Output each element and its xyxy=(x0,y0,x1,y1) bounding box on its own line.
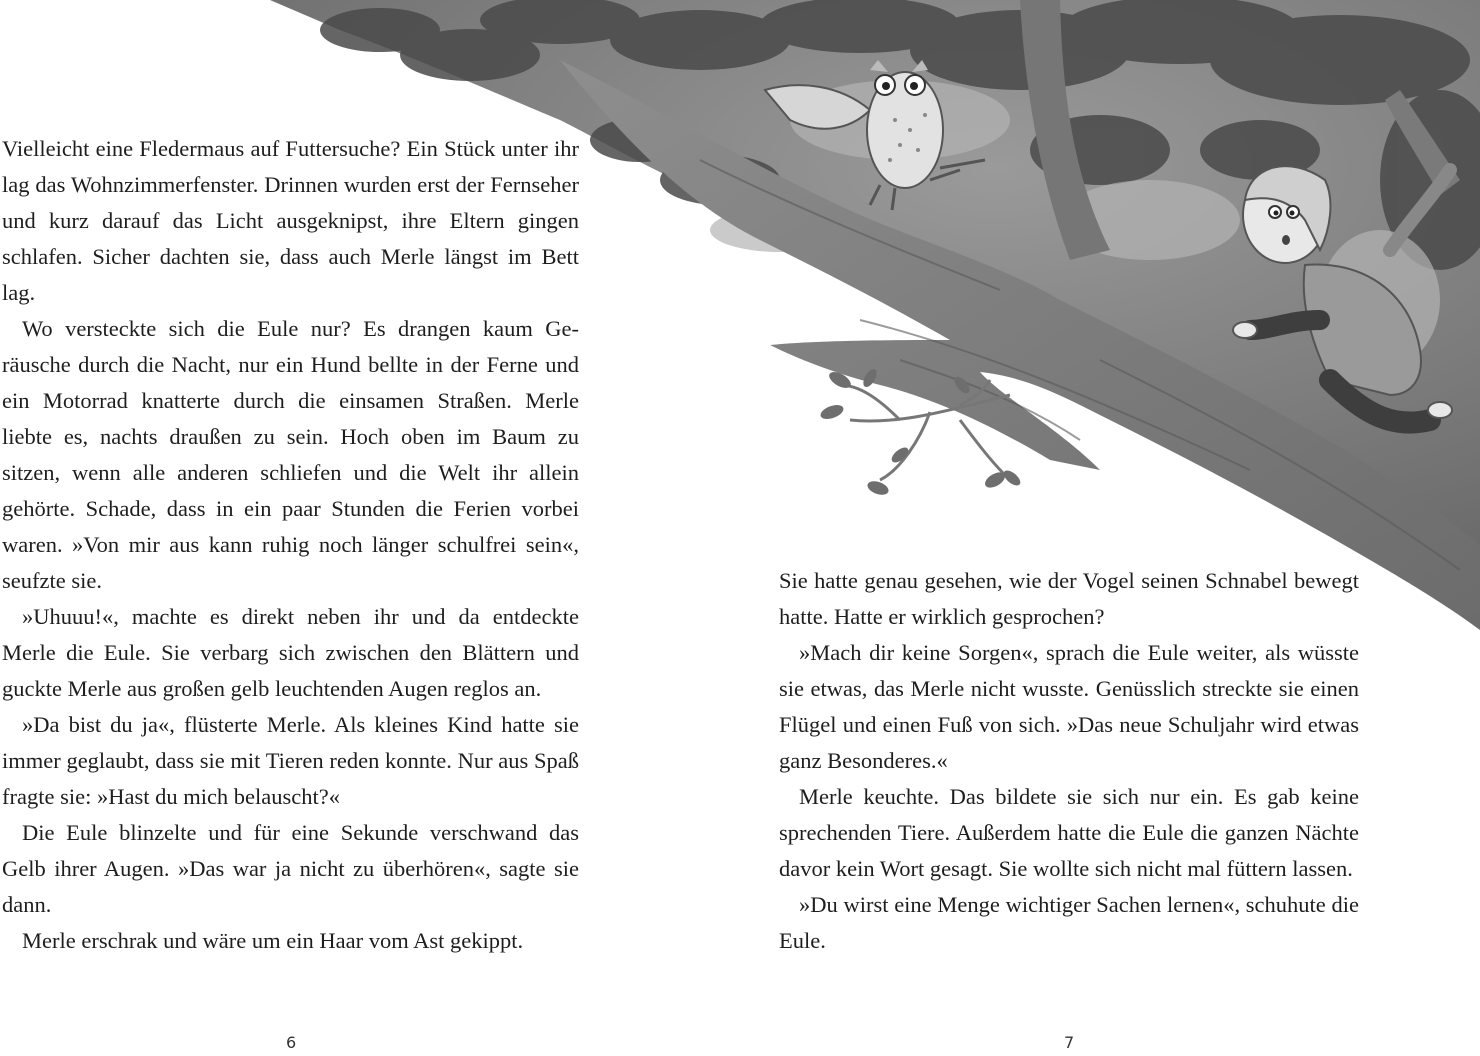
paragraph: »Mach dir keine Sorgen«, sprach die Eule weiter, als wüsste sie etwas, das Merle nicht wusste. Genüsslich streckte sie einen Flügel und einen Fuß von sich. »Das neue Schuljahr wird etwas ganz Besonderes.« xyxy=(779,640,1359,773)
right-page-text xyxy=(779,563,1359,959)
paragraph: Vielleicht eine Fledermaus auf Futtersuche? Ein Stück unter ihr lag das Wohnzimmerfenster. Drinnen wurden erst der Fernseher und kurz darauf das Licht ausgeknipst, ihre Eltern gingen schlafen. Sicher dachten sie, dass auch Merle längst im Bett lag. xyxy=(2,136,579,305)
paragraph: Sie hatte genau gesehen, wie der Vogel seinen Schnabel bewegt hatte. Hatte er wirklich gesprochen? xyxy=(779,568,1359,629)
paragraph: »Da bist du ja«, flüsterte Merle. Als kleines Kind hatte sie immer geglaubt, dass sie mit Tieren reden konnte. Nur aus Spaß fragte sie: »Hast du mich belauscht?« xyxy=(2,712,579,809)
paragraph: Merle keuchte. Das bildete sie sich nur ein. Es gab keine sprechenden Tiere. Außerdem hatte die Eule die ganzen Nächte davor kein Wort gesagt. Sie wollte sich nicht mal füttern lassen. xyxy=(779,784,1359,881)
paragraph: »Uhuuu!«, machte es direkt neben ihr und da entdeckte Merle die Eule. Sie verbarg sich zwischen den Blättern und guckte Merle aus großen gelb leuchtenden Augen reglos an. xyxy=(2,604,579,701)
paragraph: Die Eule blinzelte und für eine Sekunde verschwand das Gelb ihrer Augen. »Das war ja nicht zu überhören«, sagte sie dann. xyxy=(2,820,579,917)
paragraph: Wo versteckte sich die Eule nur? Es drangen kaum Geräusche durch die Nacht, nur ein Hund bellte in der Ferne und ein Motorrad knatterte durch die einsamen Straßen. Merle liebte es, nachts draußen zu sein. Hoch oben im Baum zu sitzen, wenn alle anderen schliefen und die Welt ihr allein gehörte. Schade, dass in ein paar Stunden die Ferien vorbei waren. »Von mir aus kann ruhig noch länger schulfrei sein«, seufzte sie. xyxy=(2,316,579,593)
left-page-text xyxy=(2,131,579,959)
paragraph: »Du wirst eine Menge wichtiger Sachen lernen«, schuhute die Eule. xyxy=(779,892,1359,953)
page-number-right: 7 xyxy=(1064,1033,1075,1052)
paragraph: Merle erschrak und wäre um ein Haar vom Ast gekippt. xyxy=(22,928,524,953)
page-number-left: 6 xyxy=(286,1033,297,1052)
